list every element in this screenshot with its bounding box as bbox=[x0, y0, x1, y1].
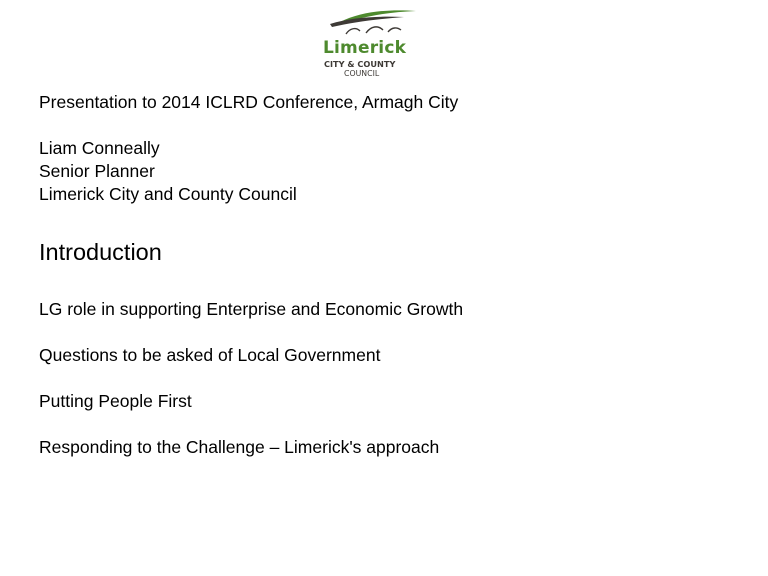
topic-item: Responding to the Challenge – Limerick's approach bbox=[39, 437, 440, 457]
topic-item: LG role in supporting Enterprise and Economic Growth bbox=[39, 299, 464, 319]
topic-item: Putting People First bbox=[39, 391, 192, 411]
presenter-organization: Limerick City and County Council bbox=[39, 184, 297, 204]
section-heading: Introduction bbox=[39, 239, 162, 265]
logo-swoosh-icon bbox=[326, 6, 418, 38]
logo-council: COUNCIL bbox=[344, 69, 380, 78]
logo-name: Limerick bbox=[323, 38, 407, 58]
council-logo bbox=[318, 6, 424, 78]
presentation-title: Presentation to 2014 ICLRD Conference, Armagh City bbox=[39, 92, 459, 112]
presenter-name: Liam Conneally bbox=[39, 138, 160, 158]
presenter-title: Senior Planner bbox=[39, 161, 155, 181]
logo-subtitle: CITY & COUNTY bbox=[324, 59, 396, 69]
topic-item: Questions to be asked of Local Government bbox=[39, 345, 381, 365]
